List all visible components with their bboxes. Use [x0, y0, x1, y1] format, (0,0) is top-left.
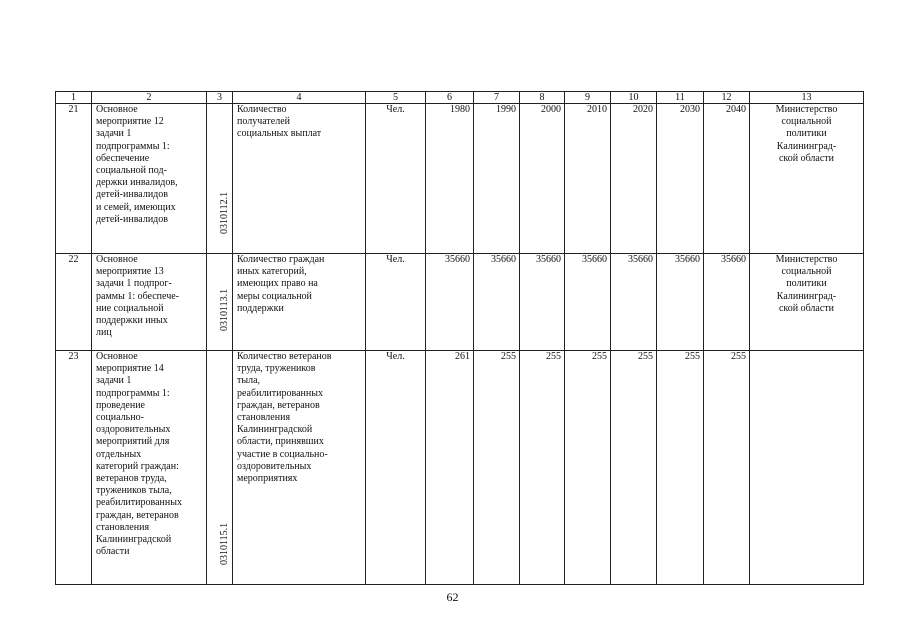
page-number: 62	[446, 590, 459, 604]
value-cell: 2040	[704, 104, 750, 254]
measure-name-line: задачи 1	[96, 128, 132, 140]
indicator-line: Количество	[237, 104, 287, 115]
value-cell: 1980	[426, 104, 474, 254]
indicator-line: поддержки	[237, 302, 284, 314]
indicators-table	[55, 91, 864, 585]
measure-name-line: мероприятие 12	[96, 116, 164, 128]
value-cell: 255	[520, 351, 565, 585]
responsible-org-line: Министерство	[775, 104, 838, 115]
measure-name-line: задачи 1	[96, 375, 132, 387]
column-header: 11	[657, 92, 704, 104]
indicator-line: участие в социально-	[237, 448, 328, 460]
table-row	[56, 351, 864, 585]
indicator-line: труда, тружеников	[237, 363, 316, 375]
budget-code-cell	[207, 104, 233, 254]
measure-name-line: тружеников тыла,	[96, 485, 172, 497]
budget-code-cell	[207, 254, 233, 351]
value-cell: 261	[426, 351, 474, 585]
table-row	[56, 254, 864, 351]
measure-name-line: социально-	[96, 412, 144, 424]
measure-name-cell	[92, 254, 207, 351]
indicator-line: социальных выплат	[237, 128, 322, 140]
indicator-line: Количество ветеранов	[237, 351, 332, 362]
unit-cell: Чел.	[366, 254, 426, 351]
row-number-cell: 22	[56, 254, 92, 351]
responsible-org-line: Министерство	[775, 254, 838, 265]
value-cell: 2020	[611, 104, 657, 254]
measure-name-line: ветеранов труда,	[96, 473, 167, 485]
budget-code: 0310112.1	[218, 191, 230, 234]
column-header: 1	[56, 92, 92, 104]
header-row	[56, 92, 864, 104]
column-header: 9	[565, 92, 611, 104]
measure-name-line: ние социальной	[96, 302, 164, 314]
indicator-line: мероприятиях	[237, 473, 298, 485]
responsible-org-cell	[750, 254, 864, 351]
responsible-org-line: Калининград-	[776, 140, 837, 152]
indicator-line: оздоровительных	[237, 460, 312, 472]
measure-name-line: лиц	[96, 327, 112, 339]
measure-name-line: проведение	[96, 399, 145, 411]
column-header: 2	[92, 92, 207, 104]
measure-name-line: подпрограммы 1:	[96, 140, 170, 152]
indicator-line: Количество граждан	[237, 254, 325, 265]
value-cell: 255	[474, 351, 520, 585]
measure-name-line: обеспечение	[96, 152, 150, 164]
value-cell: 35660	[611, 254, 657, 351]
column-header: 4	[233, 92, 366, 104]
indicator-line: получателей	[237, 116, 291, 128]
responsible-org-line: политики	[786, 278, 827, 290]
column-header: 12	[704, 92, 750, 104]
measure-name-line: задачи 1 подпрог-	[96, 278, 172, 290]
responsible-org-cell	[750, 351, 864, 585]
responsible-org-line: социальной	[781, 116, 832, 128]
measure-name-line: мероприятий для	[96, 436, 170, 448]
measure-name-line: реабилитированных	[96, 497, 182, 509]
measure-name-line: оздоровительных	[96, 424, 171, 436]
indicator-line: иных категорий,	[237, 266, 307, 278]
indicator-line: реабилитированных	[237, 387, 323, 399]
measure-name-line: категорий граждан:	[96, 460, 179, 472]
indicator-line: становления	[237, 412, 291, 424]
column-header: 3	[207, 92, 233, 104]
responsible-org-line: ской области	[778, 152, 835, 164]
value-cell: 35660	[474, 254, 520, 351]
measure-name-line: подпрограммы 1:	[96, 387, 170, 399]
unit-cell: Чел.	[366, 351, 426, 585]
column-header: 13	[750, 92, 864, 104]
value-cell: 35660	[520, 254, 565, 351]
measure-name-line: поддержки иных	[96, 315, 168, 327]
indicator-cell	[233, 254, 366, 351]
value-cell: 255	[704, 351, 750, 585]
row-number-cell: 21	[56, 104, 92, 254]
measure-name-line: мероприятие 14	[96, 363, 164, 375]
measure-name-cell	[92, 351, 207, 585]
value-cell: 2030	[657, 104, 704, 254]
measure-name-line: граждан, ветеранов	[96, 509, 179, 521]
column-header: 6	[426, 92, 474, 104]
value-cell: 35660	[704, 254, 750, 351]
row-number-cell: 23	[56, 351, 92, 585]
budget-code: 0310113.1	[218, 288, 230, 331]
column-header: 7	[474, 92, 520, 104]
measure-name-line: и семей, имеющих	[96, 201, 176, 213]
measure-name-line: детей-инвалидов	[96, 189, 168, 201]
measure-name-line: Калининградской	[96, 534, 172, 546]
value-cell: 255	[565, 351, 611, 585]
measure-name-line: социальной под-	[96, 165, 167, 177]
budget-code: 0310115.1	[218, 522, 230, 565]
indicator-line: Калининградской	[237, 424, 313, 436]
measure-name-line: Основное	[96, 351, 138, 362]
indicator-line: области, принявших	[237, 436, 324, 448]
measure-name-line: становления	[96, 521, 150, 533]
responsible-org-line: Калининград-	[776, 290, 837, 302]
table-row	[56, 104, 864, 254]
value-cell: 2010	[565, 104, 611, 254]
responsible-org-cell	[750, 104, 864, 254]
indicator-line: меры социальной	[237, 290, 312, 302]
value-cell: 255	[657, 351, 704, 585]
value-cell: 255	[611, 351, 657, 585]
indicator-line: имеющих право на	[237, 278, 318, 290]
unit-cell: Чел.	[366, 104, 426, 254]
value-cell: 1990	[474, 104, 520, 254]
responsible-org-line: социальной	[781, 266, 832, 278]
indicator-line: тыла,	[237, 375, 261, 387]
value-cell: 35660	[565, 254, 611, 351]
value-cell: 2000	[520, 104, 565, 254]
measure-name-line: области	[96, 546, 130, 558]
column-header: 8	[520, 92, 565, 104]
measure-name-line: Основное	[96, 104, 138, 115]
value-cell: 35660	[426, 254, 474, 351]
indicator-cell	[233, 104, 366, 254]
budget-code-cell	[207, 351, 233, 585]
measure-name-line: мероприятие 13	[96, 266, 164, 278]
measure-name-line: детей-инвалидов	[96, 213, 168, 225]
measure-name-line: держки инвалидов,	[96, 177, 178, 189]
responsible-org-line: ской области	[778, 302, 835, 314]
value-cell: 35660	[657, 254, 704, 351]
measure-name-line: Основное	[96, 254, 138, 265]
indicator-cell	[233, 351, 366, 585]
measure-name-cell	[92, 104, 207, 254]
column-header: 5	[366, 92, 426, 104]
column-header: 10	[611, 92, 657, 104]
responsible-org-line: политики	[786, 128, 827, 140]
measure-name-line: раммы 1: обеспече-	[96, 290, 180, 302]
measure-name-line: отдельных	[96, 448, 142, 460]
indicator-line: граждан, ветеранов	[237, 399, 320, 411]
